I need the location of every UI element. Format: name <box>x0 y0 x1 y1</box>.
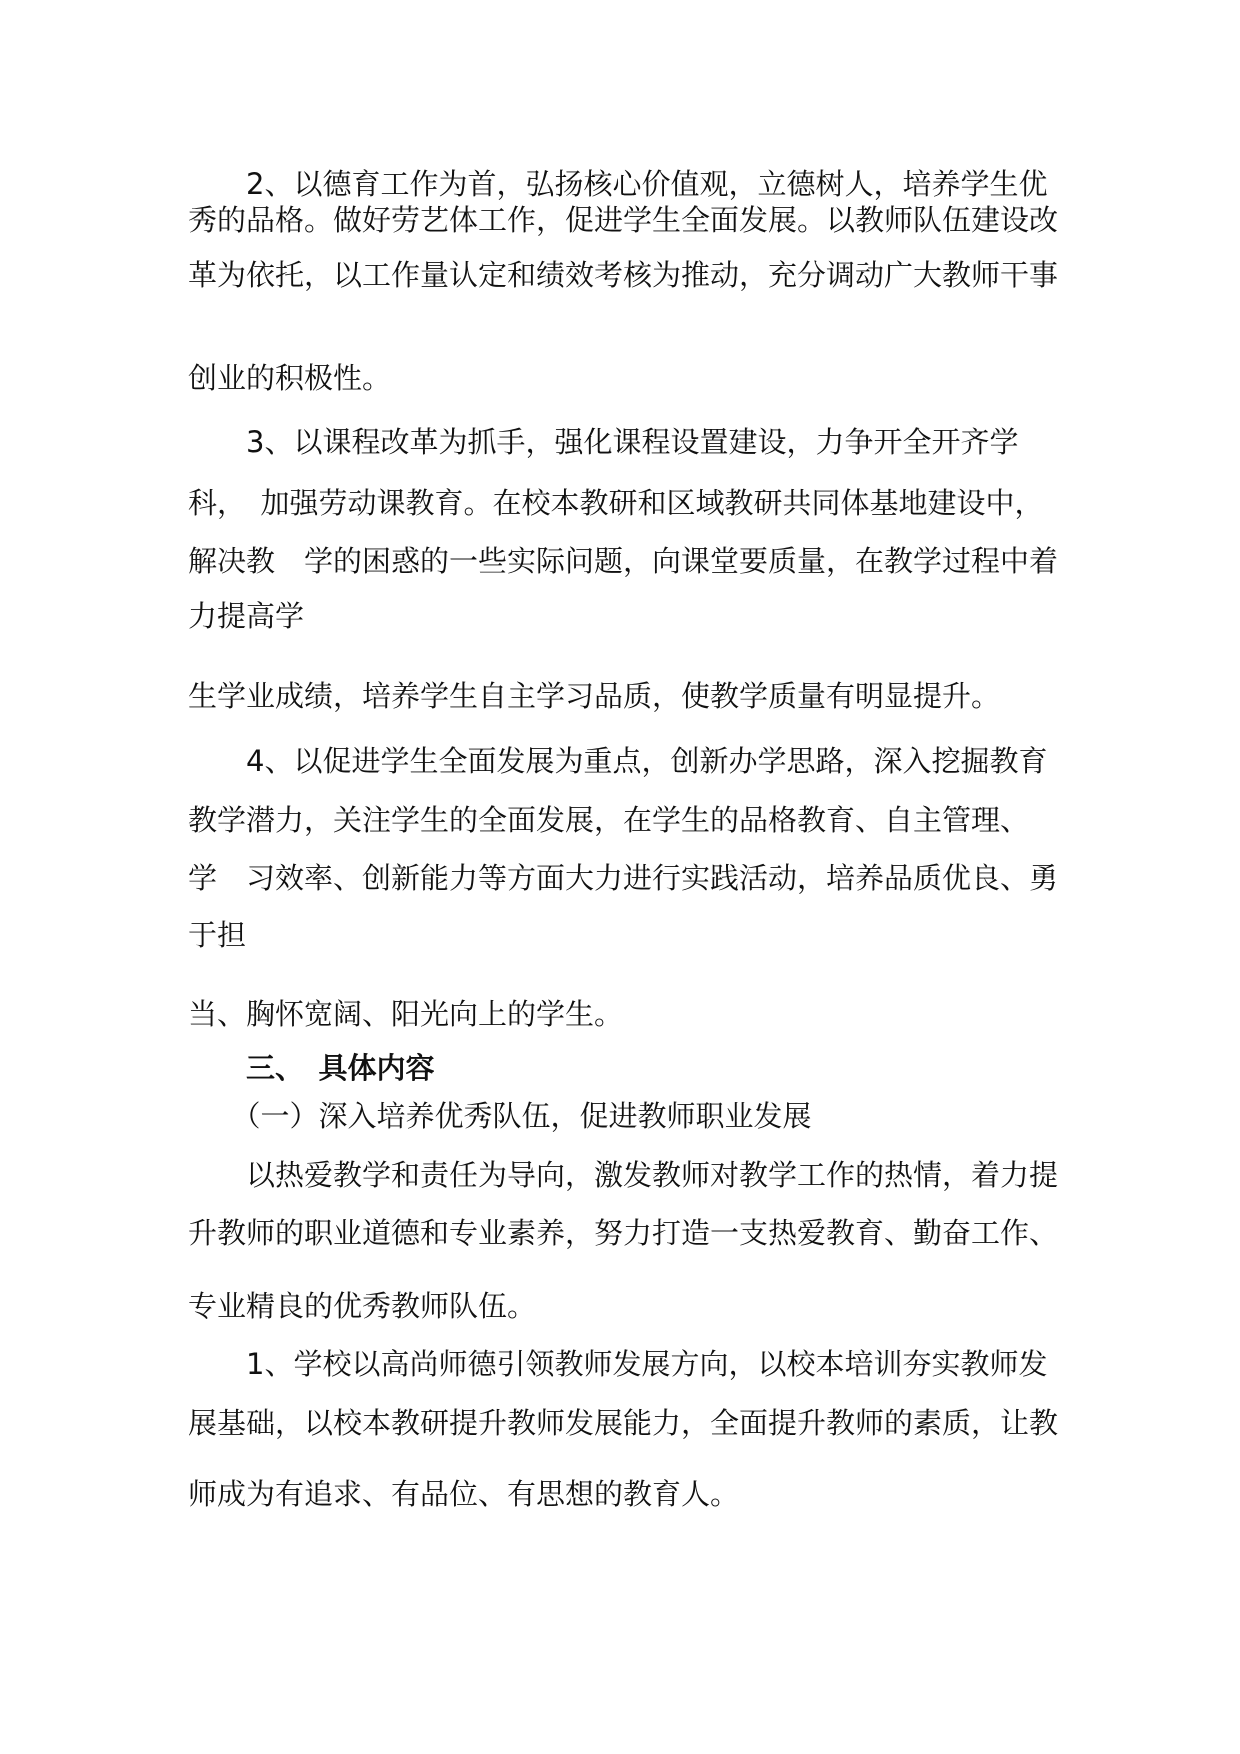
paragraph-2-line-3: 革为依托，以工作量认定和绩效考核为推动，充分调动广大教师干事 <box>188 258 1059 292</box>
paragraph-5-line-3: 专业精良的优秀教师队伍。 <box>188 1289 537 1323</box>
paragraph-4-line-5: 当、胸怀宽阔、阳光向上的学生。 <box>188 997 624 1031</box>
section-heading: 三、 具体内容 <box>188 1051 435 1085</box>
paragraph-3-line-4: 力提高学 <box>188 599 305 633</box>
paragraph-4-line-4: 于担 <box>188 918 247 952</box>
subsection-heading: （一）深入培养优秀队伍，促进教师职业发展 <box>188 1099 812 1133</box>
paragraph-5-line-1: 以热爱教学和责任为导向，激发教师对教学工作的热情，着力提 <box>188 1158 1059 1192</box>
paragraph-6-line-3: 师成为有追求、有品位、有思想的教育人。 <box>188 1477 740 1511</box>
paragraph-2-line-1: 2、以德育工作为首，弘扬核心价值观，立德树人，培养学生优 <box>188 167 1048 201</box>
paragraph-6-line-2: 展基础，以校本教研提升教师发展能力，全面提升教师的素质，让教 <box>188 1406 1059 1440</box>
paragraph-2-line-4: 创业的积极性。 <box>188 361 392 395</box>
paragraph-3-line-3: 解决教 学的困惑的一些实际问题，向课堂要质量，在教学过程中着 <box>188 544 1059 578</box>
paragraph-3-line-5: 生学业成绩，培养学生自主学习品质，使教学质量有明显提升。 <box>188 679 1001 713</box>
paragraph-2-line-2: 秀的品格。做好劳艺体工作，促进学生全面发展。以教师队伍建设改 <box>188 203 1059 237</box>
paragraph-6-line-1: 1、学校以高尚师德引领教师发展方向，以校本培训夯实教师发 <box>188 1347 1048 1381</box>
paragraph-5-line-2: 升教师的职业道德和专业素养，努力打造一支热爱教育、勤奋工作、 <box>188 1216 1059 1250</box>
paragraph-4-line-1: 4、以促进学生全面发展为重点，创新办学思路，深入挖掘教育 <box>188 744 1048 778</box>
paragraph-3-line-2: 科， 加强劳动课教育。在校本教研和区域教研共同体基地建设中， <box>188 486 1044 520</box>
paragraph-4-line-3: 学 习效率、创新能力等方面大力进行实践活动，培养品质优良、勇 <box>188 861 1059 895</box>
paragraph-3-line-1: 3、以课程改革为抓手，强化课程设置建设，力争开全开齐学 <box>188 425 1019 459</box>
paragraph-4-line-2: 教学潜力，关注学生的全面发展，在学生的品格教育、自主管理、 <box>188 803 1030 837</box>
